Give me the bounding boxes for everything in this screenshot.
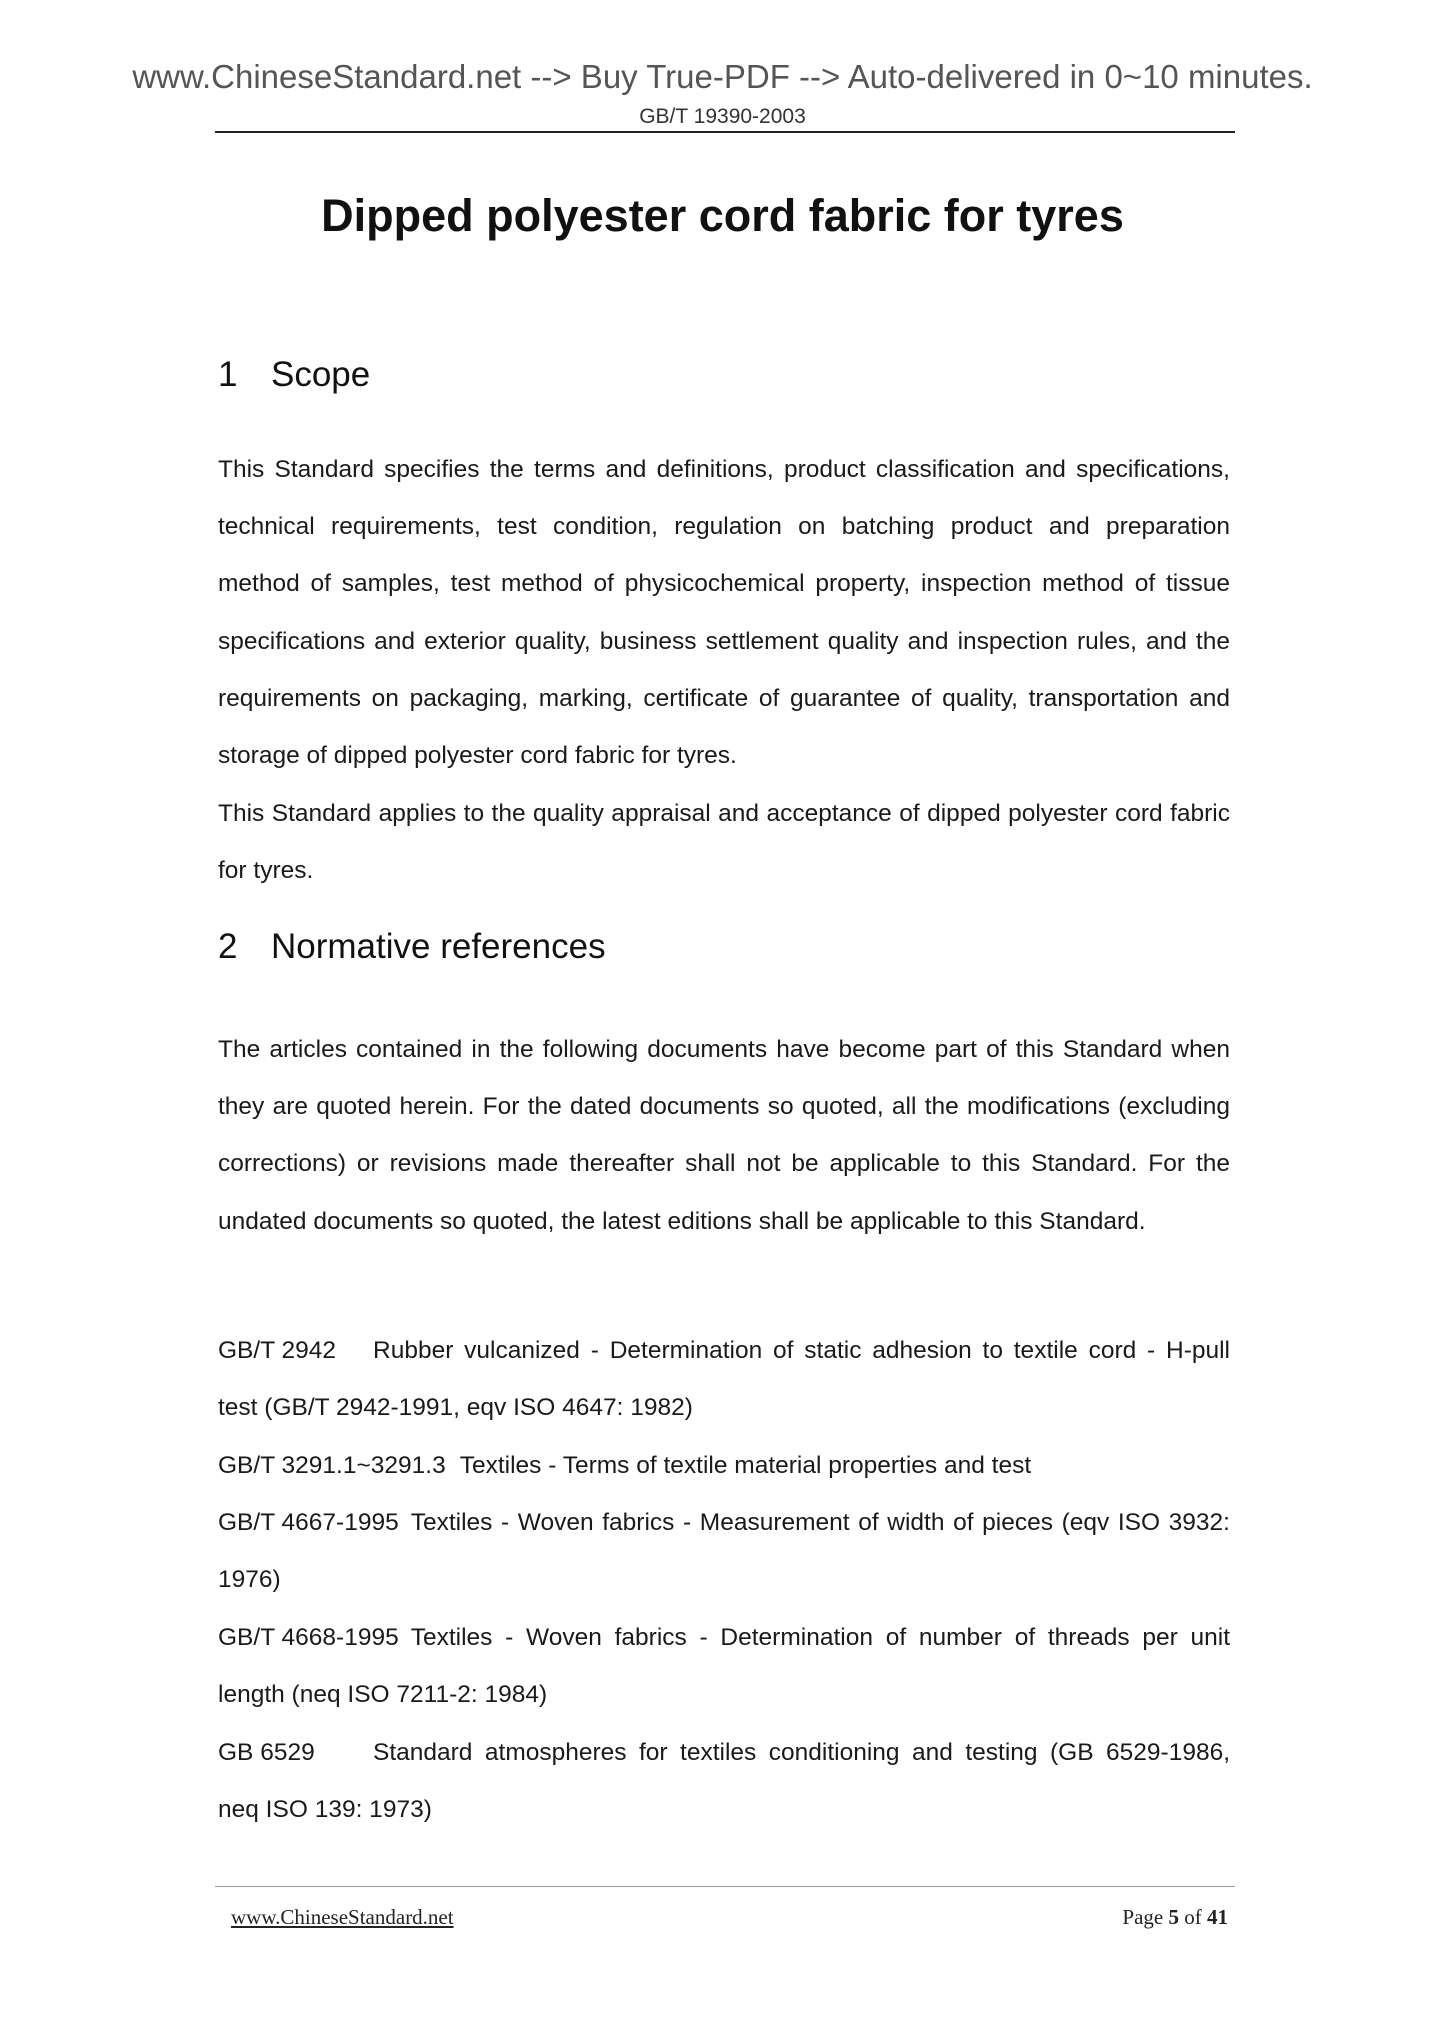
header-banner: www.ChineseStandard.net --> Buy True-PDF --> Auto-delivered in 0~10 minutes. [132, 58, 1313, 95]
reference-code: GB/T 4667-1995 [218, 1509, 399, 1536]
reference-code: GB/T 3291.1~3291.3 [218, 1452, 446, 1479]
references-intro-paragraph: The articles contained in the following documents have become part of this Standard when they are quoted herein. For the dated documents so quoted, all the modifications (excluding corrections) or revisions made thereafter shall not be applicable to this Standard. For the undated documents so quoted, the latest editions shall be applicable to this Standard. [218, 1036, 1230, 1235]
section-title: Scope [271, 355, 371, 394]
reference-item [218, 1609, 1230, 1723]
section-number: 2 [218, 927, 238, 966]
reference-code: GB 6529 [218, 1739, 315, 1766]
scope-paragraph: This Standard specifies the terms and definitions, product classification and specifications, technical requirements, test condition, regulation on batching product and preparation method of samples, test method of physicochemical property, inspection method of tissue specifications and exterior quality, business settlement quality and inspection rules, and the requirements on packaging, marking, certificate of guarantee of quality, transportation and storage of dipped polyester cord fabric for tyres. [218, 456, 1230, 770]
scope-applicability-paragraph: This Standard applies to the quality appraisal and acceptance of dipped polyester cord fabric for tyres. [218, 800, 1230, 885]
reference-item [218, 1494, 1230, 1608]
reference-item [218, 1322, 1230, 1436]
reference-item [218, 1437, 1230, 1494]
reference-code: GB/T 4668-1995 [218, 1624, 399, 1651]
reference-item [218, 1724, 1230, 1838]
document-title: Dipped polyester cord fabric for tyres [321, 190, 1124, 241]
page-current: 5 [1168, 1905, 1179, 1929]
reference-title: Textiles - Terms of textile material properties and test [459, 1452, 1032, 1479]
footer-website-link[interactable]: www.ChineseStandard.net [231, 1905, 454, 1929]
reference-title: Textiles - Woven fabrics - Determination of number of threads per unit length (neq ISO 7211-2: 1984) [218, 1624, 1230, 1708]
page-total: 41 [1207, 1905, 1228, 1929]
reference-code: GB/T 2942 [218, 1337, 337, 1364]
section-heading-scope [218, 353, 370, 397]
standard-code: GB/T 19390-2003 [639, 105, 806, 128]
reference-title: Rubber vulcanized - Determination of static adhesion to textile cord - H-pull test (GB/T 2942-1991, eqv ISO 4647: 1982) [218, 1337, 1230, 1421]
section-number: 1 [218, 355, 238, 394]
reference-title: Textiles - Woven fabrics - Measurement of width of pieces (eqv ISO 3932: 1976) [218, 1509, 1230, 1593]
reference-title: Standard atmospheres for textiles conditioning and testing (GB 6529-1986, neq ISO 139: 1973) [218, 1739, 1230, 1823]
header-divider [215, 131, 1235, 133]
page-number [1122, 1904, 1228, 1930]
page-label: Page [1122, 1905, 1164, 1929]
section-title: Normative references [271, 927, 606, 966]
page-of-label: of [1184, 1905, 1202, 1929]
footer-divider [215, 1886, 1235, 1887]
section-heading-normative-references [218, 925, 606, 969]
